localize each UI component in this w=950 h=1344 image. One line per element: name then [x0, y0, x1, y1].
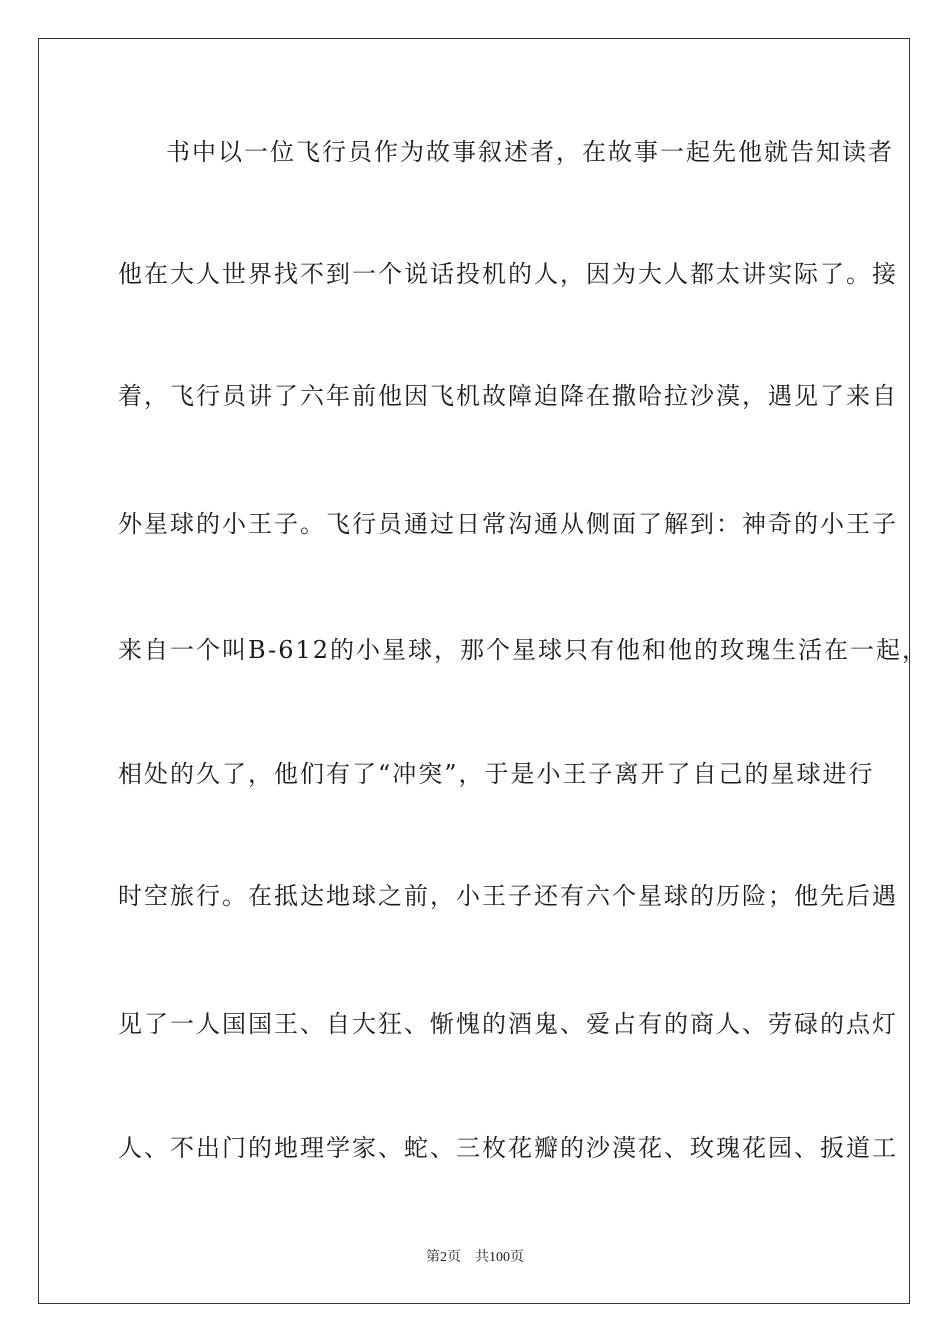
body-text-line-9: 人、不出门的地理学家、蛇、三枚花瓣的沙漠花、玫瑰花园、扳道工	[118, 1134, 898, 1162]
body-text-line-7: 时空旅行。在抵达地球之前，小王子还有六个星球的历险；他先后遇	[118, 882, 898, 910]
body-text-line-2: 他在大人世界找不到一个说话投机的人，因为大人都太讲实际了。接	[118, 260, 898, 288]
page-border	[38, 38, 928, 1304]
body-text-line-8: 见了一人国国王、自大狂、惭愧的酒鬼、爱占有的商人、劳碌的点灯	[118, 1010, 898, 1038]
body-text-line-5: 来自一个叫B-612的小星球，那个星球只有他和他的玫瑰生活在一起，	[118, 636, 928, 664]
body-text-line-1: 书中以一位飞行员作为故事叙述者，在故事一起先他就告知读者	[166, 138, 894, 166]
body-text-line-6: 相处的久了，他们有了“冲突”，于是小王子离开了自己的星球进行	[118, 760, 875, 788]
page-footer	[0, 1246, 950, 1266]
page-total: 共100页	[475, 1250, 524, 1265]
body-text-line-4: 外星球的小王子。飞行员通过日常沟通从侧面了解到：神奇的小王子	[118, 510, 898, 538]
page-number: 第2页	[426, 1250, 461, 1265]
body-text-line-3: 着，飞行员讲了六年前他因飞机故障迫降在撒哈拉沙漠，遇见了来自	[118, 382, 898, 410]
